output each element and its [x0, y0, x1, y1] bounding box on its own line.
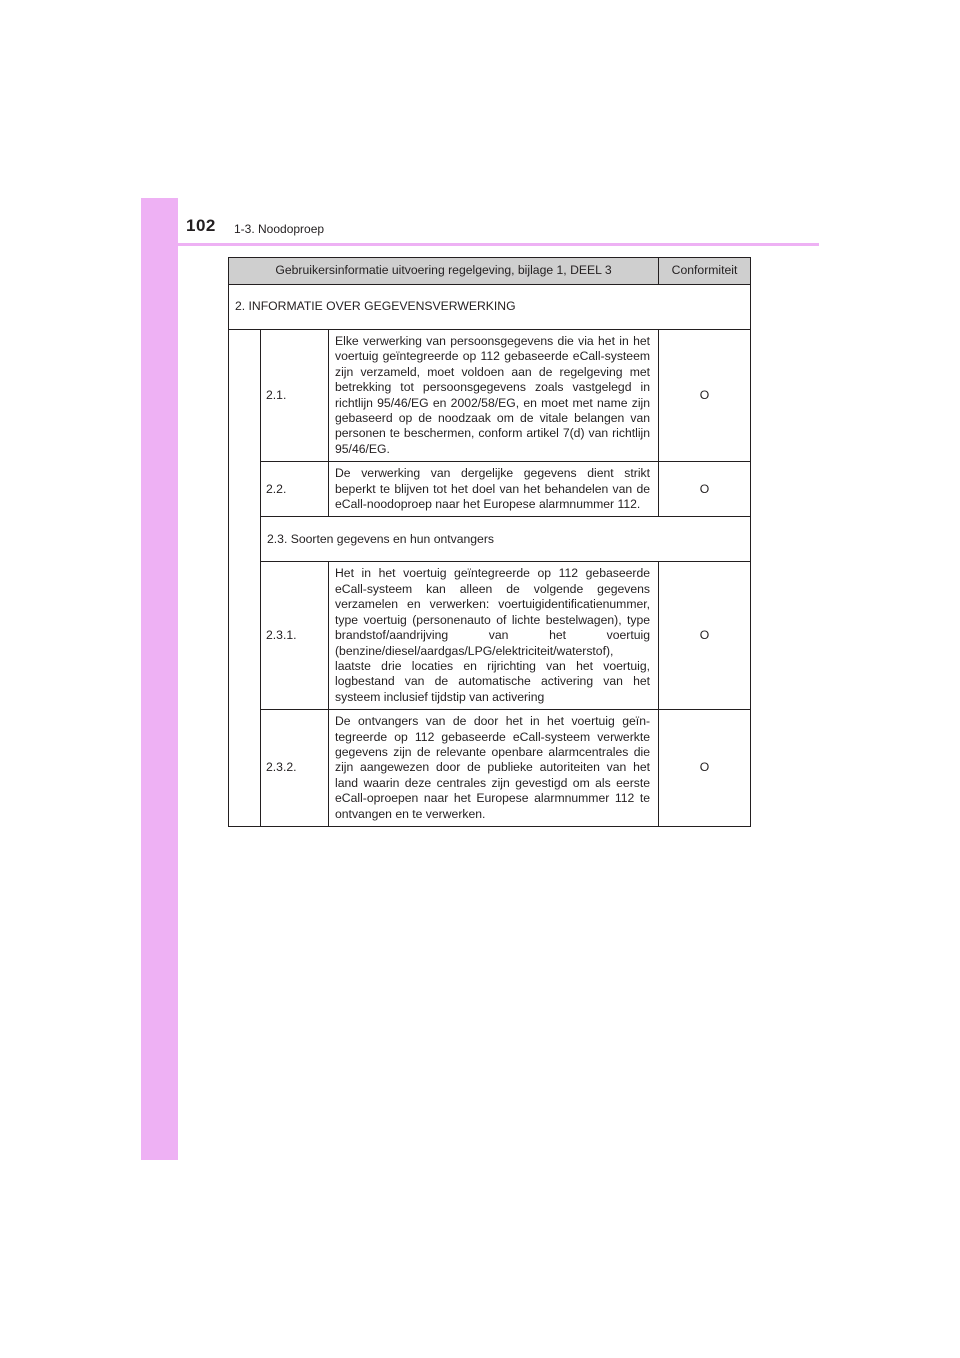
chapter-side-tab: [141, 198, 178, 1160]
row-number: 2.1.: [261, 330, 329, 462]
row-number: 2.2.: [261, 462, 329, 517]
subsection-title: 2.3. Soorten gegevens en hun ontvangers: [261, 517, 751, 562]
row-text: De verwerking van dergelijke gegevens dient strikt beperkt te blijven tot het doel van het behandelen van de eCall-noodoproep naar het Europese alarmnummer 112.: [329, 462, 659, 517]
page-number: 102: [186, 216, 216, 235]
row-conformity: O: [659, 330, 751, 462]
row-conformity: O: [659, 562, 751, 710]
table-row: [229, 330, 751, 462]
table-row: [229, 462, 751, 517]
table-row: [229, 710, 751, 827]
running-head: 1-3. Noodoproep: [234, 222, 325, 236]
row-text: Elke verwerking van persoonsgegevens die via het in het voertuig geïntegreerde op 112 gebaseerde eCall-systeem zijn verzameld, moet voldoen aan de regelgeving met betrekking tot persoonsgegevens zoals vastgelegd in richtlijn 95/46/EG en 2002/58/EG, en moet met name zijn gebaseerd op de noodzaak om de vitale belangen van personen te beschermen, conform artikel 7(d) van richtlijn 95/46/EG.: [329, 330, 659, 462]
table-header-info: Gebruikersinformatie uitvoering regelgeving, bijlage 1, DEEL 3: [229, 258, 659, 285]
row-conformity: O: [659, 462, 751, 517]
section-title: 2. INFORMATIE OVER GEGEVENSVERWERKING: [229, 285, 751, 330]
regulation-table: [228, 257, 751, 827]
table-row: [229, 562, 751, 710]
row-conformity: O: [659, 710, 751, 827]
table-subsection-row: [229, 517, 751, 562]
row-number: 2.3.2.: [261, 710, 329, 827]
header-rule: [141, 243, 819, 246]
indent-cell: [229, 330, 261, 827]
table-header-row: [229, 258, 751, 285]
row-text: Het in het voertuig geïntegreerde op 112 gebaseerde eCall-systeem kan alleen de volgende gegevens verzamelen en verwerken: voertuigidentificatienummer, type voertuig (personenauto of lichte bestelwagen), type brandstof/aandrijving van het voertuig (benzine/diesel/aardgas/LPG/elektriciteit/waterstof), laatste drie locaties en rijrichting van het voertuig, logbestand van de automatische activering van het systeem inclusief tijdstip van activering: [329, 562, 659, 710]
row-number: 2.3.1.: [261, 562, 329, 710]
table-header-conformity: Conformiteit: [659, 258, 751, 285]
table-section-row: [229, 285, 751, 330]
row-text: De ontvangers van de door het in het voertuig geïntegreerde op 112 gebaseerde eCall-systeem verwerkte gegevens zijn de relevante openbare alarmcentrales die zijn aangewezen door de publieke autoriteiten van het land waarin deze centrales zijn gevestigd om als eerste eCall-oproepen naar het Europese alarmnummer 112 te ontvangen en te verwerken.: [329, 710, 659, 827]
